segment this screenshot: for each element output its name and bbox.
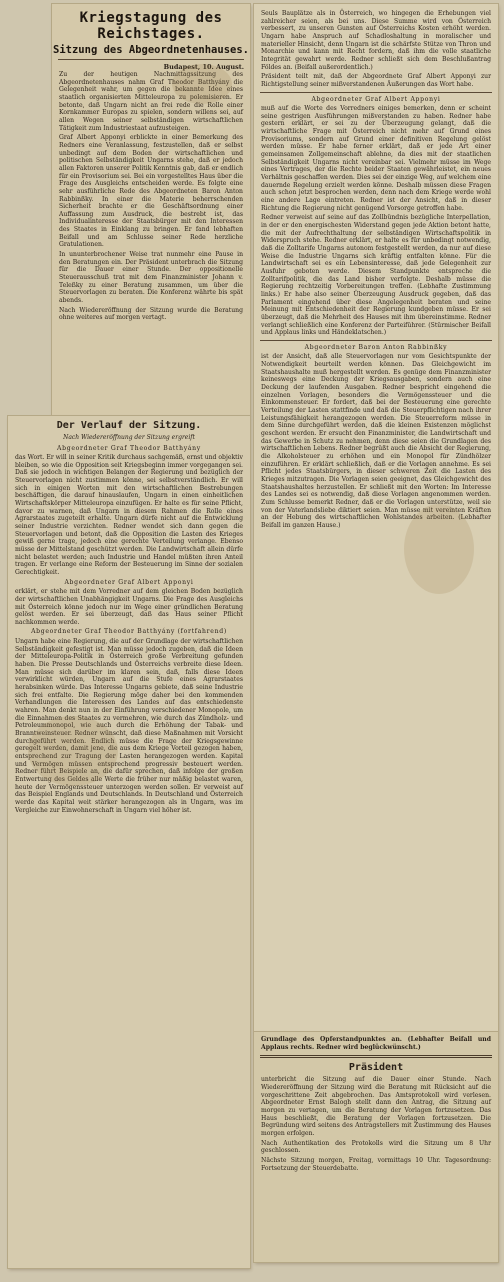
clipping-left-top — [52, 4, 250, 416]
divider — [58, 59, 244, 60]
adjournment-paragraph: Nach Authentikation des Protokolls wird die Sitzung um 8 Uhr geschlossen. — [261, 1139, 491, 1155]
speech-paragraph: Redner verweist auf seine auf das Zollbündnis bezügliche Interpellation, in der er den energischesten Widerstand gegen jede Aktion betont hatte, die mit der Aufrechthaltung der selbständigen Wirtschaftspolitik in Widerspruch stehe. Redner erklärt, er halte es für unbedingt notwendig, daß die Zolltarife Ungarns autonom festgestellt werden, da nur auf diese Weise die Industrie Ungarns sich kräftig entfalten könne. Für die Landwirtschaft sei es ein Lebensinteresse, daß jede Gelegenheit zur Ausfuhr geboten werde. Diesem Standpunkte entspreche die Zolltarifpolitik, die das Land bisher verfolgte. Deshalb müsse die Regierung rechtzeitig Vorbereitungen treffen. (Lebhafte Zustimmung links.) Er habe also seiner Überzeugung Ausdruck gegeben, daß das Parlament eingehend über diese Angelegenheit beraten und seine Meinung mit Entschiedenheit der Regierung kundgeben müsse. Er sei überzeugt, daß die Mehrheit des Hauses mit ihm übereinstimme. Redner verlangt schließlich eine Konferenz der Parteiführer. (Stürmischer Beifall und Applaus links und Händeklatschen.) — [261, 214, 491, 337]
course-note: Nach Wiedereröffnung der Sitzung ergreift — [63, 434, 195, 441]
president-paragraph: unterbricht die Sitzung auf die Dauer einer Stunde. Nach Wiedereröffnung der Sitzung wird die Beratung mit Rücksicht auf die vorgeschrittene Zeit abgebrochen. Das Amtsprotokoll wird verlesen. Abgeordneter Ernst Balogh stellt dann den Antrag, die Sitzung auf morgen zu vertagen, um die Beratung der Vorlagen fortzusetzen. Das Haus beschließt, die Beratung der Vorlagen fortzusetzen. Die Begründung wird seitens des Antragstellers mit Zustimmung des Hauses morgen erfolgen. — [261, 1076, 491, 1137]
speaker-heading: Abgeordneter Baron Anton Rabbinßky — [304, 343, 448, 351]
article-subhead: Sitzung des Abgeordnetenhauses. — [53, 44, 249, 56]
clipping-right-top — [254, 4, 498, 1032]
speech-paragraph: muß auf die Worte des Vorredners einiges bemerken, denn er scheint seine gestrigen Ausführungen mißverstanden zu haben. Redner habe gestern erklärt, er sei zu der Überzeugung gelangt, daß die wirtschaftliche Frage mit Österreich nicht mehr auf Grund eines Provisoriums, sondern auf Grund einer definitiven Regelung gelöst werden müsse. Er habe ferner erklärt, daß er jede Art einer gemeinsamen Zollgemeinschaft ablehne, da dies mit der staatlichen Selbständigkeit Ungarns nicht vereinbar sei. Vielmehr müsse im Wege eines Vertrages, der die Rechte beider Staaten gewährleistet, ein neues Verhältnis geschaffen werden. Dies sei der einzige Weg, auf welchem eine dauernde Regelung erzielt werden könne. Deshalb müssen diese Fragen auch schon jetzt besprochen werden, denn nach dem Kriege werde wohl eine andere Lage eintreten. Redner ist der Ansicht, daß in dieser Richtung die Regierung nicht genügend Vorsorge getroffen habe. — [261, 105, 491, 212]
double-divider — [260, 1055, 492, 1058]
intro-paragraph-4: Nach Wiedereröffnung der Sitzung wurde die Beratung ohne weiteres auf morgen vertagt. — [59, 306, 243, 322]
section-heading-course: Der Verlauf der Sitzung. — [56, 420, 202, 431]
divider — [260, 92, 492, 93]
article-masthead: Kriegstagung des Reichstages. — [79, 10, 223, 42]
intro-paragraph-3: In ununterbrochener Weise trat nunmehr eine Pause in den Beratungen ein. Der Präsident unterbrach die Sitzung für die Dauer einer Stunde. Der oppositionelle Steuerausschuß trat mit dem Finanzminister Johann v. Teleßky zu einer Beratung zusammen, um über die Steuervorlagen zu beraten. Die Konferenz währte bis spät abends. — [59, 251, 243, 305]
next-session-paragraph: Nächste Sitzung morgen, Freitag, vormittags 10 Uhr. Tagesordnung: Fortsetzung der Steuerdebatte. — [261, 1156, 491, 1172]
speaker-heading: Abgeordneter Graf Theodor Batthyány (fortfahrend) — [31, 628, 227, 636]
speech-paragraph: das Wort. Er will in seiner Kritik durchaus sachgemäß, ernst und objektiv bleiben, so wie die Opposition seit Kriegsbeginn immer vorgegangen sei. Daß sie jedoch in wichtigen Belangen der Regierung und bezüglich der Steuervorlagen nicht zustimmen könne, sei selbstverständlich. Er will sich in einigen Worten mit den wirtschaftlichen Bestrebungen beschäftigen, die darauf hinauslaufen, Ungarn in einen einheitlichen Wirtschaftskörper Mitteleuropa einzufügen. Er halte es für seine Pflicht, davor zu warnen, daß Ungarn in diesem Rahmen die Rolle eines Agrarstaates zugeteilt erhalte. Ungarn dürfe nicht auf die Entwicklung seiner Industrie verzichten. Redner wendet sich dann gegen die Steuervorlagen und betont, daß die Opposition die Lasten des Krieges gewiß gerne trage, jedoch eine gerechte Verteilung verlange. Ebenso müsse der Mittelstand geschützt werden. Die Landwirtschaft allein dürfe nicht belastet werden; auch Industrie und Handel müßten ihren Anteil tragen. Er verlange eine Reform der Besteuerung im Sinne der sozialen Gerechtigkeit. — [15, 454, 243, 576]
speech-paragraph: ist der Ansicht, daß alle Steuervorlagen nur vom Gesichtspunkte der Notwendigkeit beurteilt werden können. Das Gleichgewicht im Staatshaushalte muß hergestellt werden. Es genüge dem Finanzminister keineswegs eine Deckung der Kriegsausgaben, sondern auch eine Deckung der laufenden Ausgaben. Redner bespricht eingehend die einzelnen Vorlagen, besonders die Vermögenssteuer und die Einkommensteuer. Er fordert, daß bei der Besteuerung eine gerechte Verteilung der Lasten stattfinde und daß die Steuerpflichtigen nach ihrer Leistungsfähigkeit herangezogen werden. Die Steuerreform müsse in dem Sinne durchgeführt werden, daß die kleinen Existenzen möglichst geschont werden. Er ersucht den Finanzminister, die Landwirtschaft und das Gewerbe in Schutz zu nehmen, denn diese seien die Grundlagen des wirtschaftlichen Lebens. Redner begrüßt auch die Absicht der Regierung, die Alkoholsteuer zu erhöhen und ein Monopol für Zündhölzer einzuführen. Er erklärt schließlich, daß er die Vorlagen annehme. Es sei Pflicht jedes Staatsbürgers, in dieser schweren Zeit die Lasten des Krieges mitzutragen. Die Vorlagen seien geeignet, das Gleichgewicht des Staatshaushaltes herzustellen. Er schließt mit den Worten: Im Interesse des Landes sei es notwendig, daß diese Vorlagen angenommen werden. Zum Schlusse bemerkt Redner, daß er die Vorlagen unterstütze, weil sie von der Vaterlandsliebe diktiert seien. Man müsse mit vereinten Kräften an der Hebung des wirtschaftlichen Wohlstandes arbeiten. (Lebhafter Beifall im ganzen Hause.) — [261, 353, 491, 529]
president-announcement: Präsident teilt mit, daß der Abgeordnete Graf Albert Apponyi zur Richtigstellung seiner mißverstandenen Äußerungen das Wort habe. — [261, 73, 491, 88]
divider — [260, 340, 492, 341]
continued-paragraph: Seuls Bauplätze als in Österreich, wo hingegen die Erhebungen viel zahlreicher seien, als bei uns. Diese Summe wird von Österreich verbessert, zu unseren Gunsten auf Österreichs Kosten erhöht werden. Ungarn habe Anspruch auf Schadloshaltung in moralischer und materieller Hinsicht, denn Ungarn ist die schärfste Stütze von Thron und Monarchie und kann mit Recht fordern, daß ihm die volle staatliche Integrität gewahrt werde. Redner schließt sich dem Beschlußantrag Földes an. (Beifall außerordentlich.) — [261, 10, 491, 71]
clipping-right-bottom — [254, 1032, 498, 1262]
clipping-left-main — [8, 416, 250, 1268]
speech-closing: Grundlage des Opferstandpunktes an. (Lebhafter Beifall und Applaus rechts. Redner wird beglückwünscht.) — [261, 1036, 491, 1051]
speech-paragraph: Ungarn habe eine Regierung, die auf der Grundlage der wirtschaftlichen Selbständigkeit gefestigt ist. Man müsse jedoch zugeben, daß die Ideen der Mitteleuropa-Politik in Österreich große Verbreitung gefunden haben. Die Presse Deutschlands und Österreichs verbreite diese Ideen. Man müsse sich darüber im klaren sein, daß, falls diese Ideen verwirklicht würden, Ungarn auf die Stufe eines Agrarstaates herabsinken würde. Das Interesse Ungarns gebiete, daß seine Industrie sich frei entfalte. Die Regierung möge daher bei den kommenden Verhandlungen die Interessen des Landes auf das entschiedenste wahren. Man denkt nun in der Einführung verschiedener Monopole, um die Einnahmen des Staates zu vermehren, wie durch das Zündholz- und Petroleummonopol, wie auch durch die Erhöhung der Tabak- und Branntweinsteuer. Redner wünscht, daß diese Maßnahmen mit Vorsicht durchgeführt werden. Endlich müsse die Frage der Kriegsgewinne geregelt werden, damit jene, die aus dem Kriege Vorteil gezogen haben, entsprechend zur Tragung der Lasten herangezogen werden. Kapital und Vermögen müssen entsprechend progressiv besteuert werden. Redner führt Beispiele an, die dafür sprechen, daß infolge der großen Entwertung des Geldes alle Werte die früher nur mäßig belastet waren, heute der Vermögenssteuer unterzogen werden sollen. Er verweist auf das Beispiel Englands und Deutschlands. In Deutschland und Österreich werde das Kapital weit stärker herangezogen als in Ungarn, was im Vergleiche zur Einwohnerschaft in Ungarn viel höher ist. — [15, 638, 243, 814]
speaker-heading: Abgeordneter Graf Albert Apponyi — [311, 95, 441, 103]
dateline: Budapest, 10. August. — [163, 63, 244, 71]
intro-paragraph: Zu der heutigen Nachmittagssitzung des Abgeordnetenhauses nahm Graf Theodor Batthyány die Gelegenheit wahr, um gegen die bekannte Idee eines staatlich organisierten Mitteleuropa zu polemisieren. Er betonte, daß Ungarn nicht an frei rede die Rolle einer Kornkammer Europas zu spielen, sondern willens sei, auf allen Wegen seiner selbständigen wirtschaftlichen Tätigkeit zum Industriestaat aufzusteigen. — [59, 71, 243, 132]
intro-paragraph-2: Graf Albert Apponyi erblickte in einer Bemerkung des Redners eine Veranlassung, festzustellen, daß er selbst unbedingt auf dem Boden der wirtschaftlichen und politischen Selbständigkeit Ungarns stehe, daß er jedoch allen Faktoren unserer Politik Kenntnis gab, daß er endlich für ein Provisorium sei. Bei ein vorgestelltes Haus über die Frage des Ausgleichs entscheiden werde. Es folgte eine sehr ausführliche Rede des Abgeordneten Baron Anton Rabbinßky. In einer die Materie beherrschenden Sicherheit brachte er die Geschäftsordnung einer Auffassung zum Ausdruck, die bestrebt ist, das Individualinteresse der Staatsbürger mit den Interessen des Staates in Einklang zu bringen. Er fand lebhaften Beifall und am Schlusse seiner Rede herzliche Gratulationen. — [59, 134, 243, 249]
speech-paragraph: erklärt, er stehe mit dem Vorredner auf dem gleichen Boden bezüglich der wirtschaftlichen Unabhängigkeit Ungarns. Die Frage des Ausgleichs mit Österreich könne jedoch nur im Wege einer gründlichen Beratung gelöst werden. Er sei überzeugt, daß das Haus seiner Pflicht nachkommen werde. — [15, 588, 243, 626]
section-heading-president: Präsident — [348, 1062, 404, 1074]
speaker-heading: Abgeordneter Graf Theodor Batthyány — [57, 444, 201, 452]
speaker-heading: Abgeordneter Graf Albert Apponyi — [64, 578, 194, 586]
